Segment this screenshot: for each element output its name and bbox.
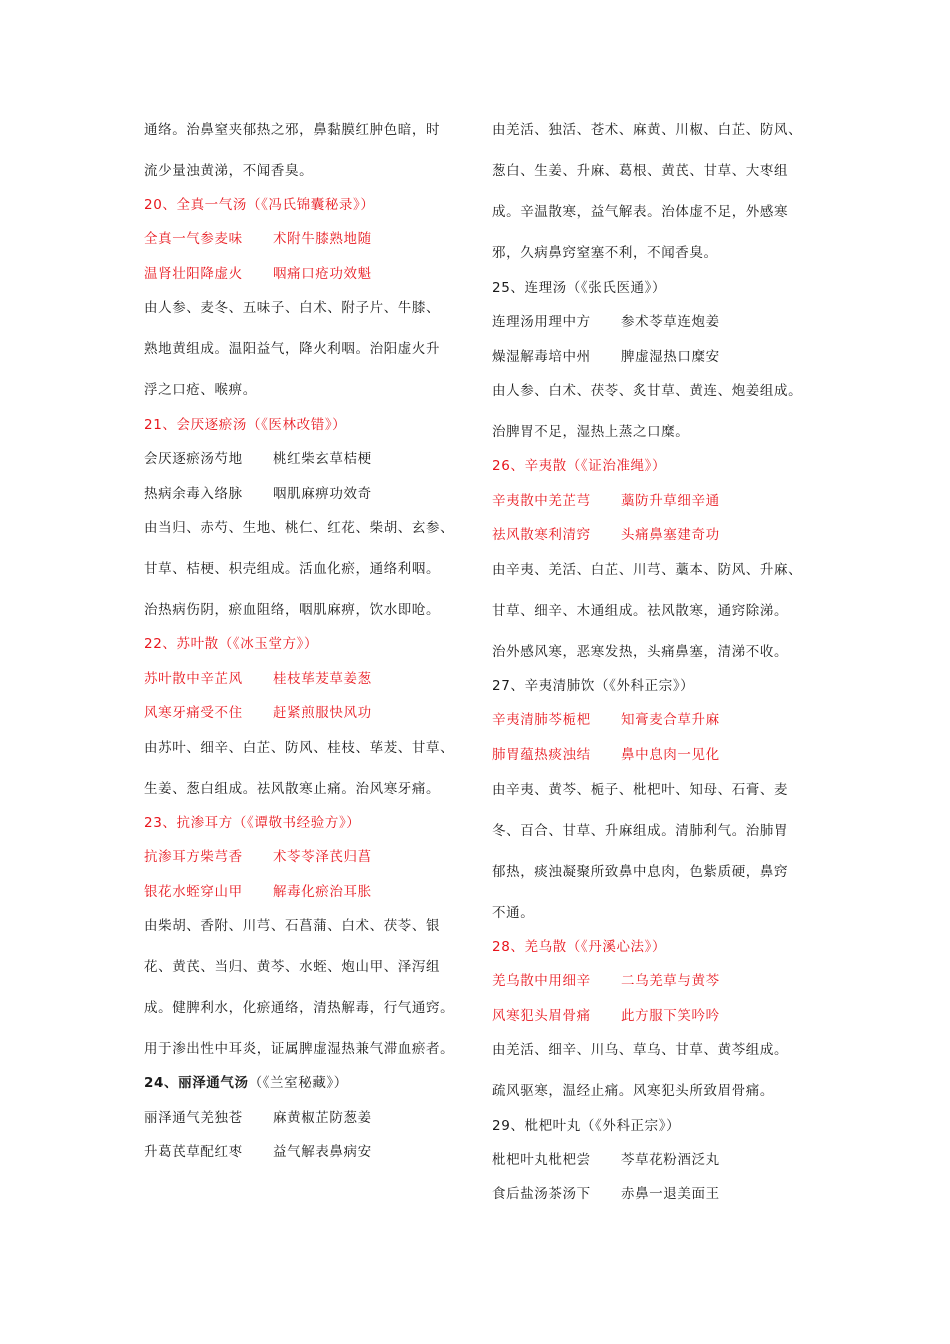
verse-line xyxy=(144,484,372,504)
formula-source: （《丹溪心法》） xyxy=(566,939,667,955)
text-line: 成。辛温散寒，益气解表。治体虚不足，外感寒 xyxy=(492,204,789,220)
text-line: 熟地黄组成。温阳益气，降火利咽。治阳虚火升 xyxy=(144,341,441,357)
verse-second-half: 解毒化瘀治耳胀 xyxy=(273,884,372,900)
verse-second-half: 桃红柴玄草桔梗 xyxy=(273,451,372,467)
formula-source: （《兰室秘藏》） xyxy=(248,1075,348,1091)
formula-number: 25、 xyxy=(492,280,525,296)
formula-heading xyxy=(144,813,360,833)
verse-first-half: 风寒犯头眉骨痛 xyxy=(492,1008,591,1024)
verse-first-half: 肺胃蕴热痰浊结 xyxy=(492,747,591,763)
verse-line xyxy=(144,669,372,689)
verse-line xyxy=(144,703,372,723)
verse-line xyxy=(492,971,720,991)
verse-second-half: 鼻中息肉一见化 xyxy=(621,747,720,763)
text-line: 葱白、生姜、升麻、葛根、黄芪、甘草、大枣组 xyxy=(492,163,789,179)
verse-line xyxy=(492,745,720,765)
verse-second-half: 咽肌麻痹功效奇 xyxy=(273,486,372,502)
verse-second-half: 麻黄椒芷防葱姜 xyxy=(273,1110,372,1126)
verse-first-half: 食后盐汤茶汤下 xyxy=(492,1186,591,1202)
formula-number: 24、 xyxy=(144,1075,179,1091)
formula-source: （《外科正宗》） xyxy=(594,678,695,694)
text-line: 成。健脾利水，化瘀通络，清热解毒，行气通窍。 xyxy=(144,1000,455,1016)
text-line: 由人参、白术、茯苓、炙甘草、黄连、炮姜组成。 xyxy=(492,383,803,399)
formula-name: 丽泽通气汤 xyxy=(178,1075,249,1091)
verse-first-half: 苏叶散中辛芷风 xyxy=(144,671,243,687)
verse-line xyxy=(492,312,720,332)
verse-second-half: 术附牛膝熟地随 xyxy=(273,231,372,247)
verse-second-half: 藁防升草细辛通 xyxy=(621,493,720,509)
formula-source: （《冰玉堂方》） xyxy=(218,636,319,652)
verse-second-half: 赶紧煎服快风功 xyxy=(273,705,372,721)
verse-second-half: 二乌羌草与黄芩 xyxy=(621,973,720,989)
text-line: 由辛夷、黄芩、栀子、枇杷叶、知母、石膏、麦 xyxy=(492,782,789,798)
verse-line xyxy=(492,1150,720,1170)
formula-heading xyxy=(492,676,694,696)
verse-first-half: 银花水蛭穿山甲 xyxy=(144,884,243,900)
formula-heading xyxy=(492,1116,680,1136)
verse-line xyxy=(492,710,720,730)
verse-first-half: 连理汤用理中方 xyxy=(492,314,591,330)
text-line: 冬、百合、甘草、升麻组成。清肺利气。治肺胃 xyxy=(492,823,789,839)
verse-second-half: 参术苓草连炮姜 xyxy=(621,314,720,330)
verse-first-half: 丽泽通气羌独苍 xyxy=(144,1110,243,1126)
formula-heading xyxy=(144,195,374,215)
formula-source: （《谭敬书经验方》） xyxy=(232,815,361,831)
text-line: 用于渗出性中耳炎，证属脾虚湿热兼气滞血瘀者。 xyxy=(144,1041,455,1057)
formula-name: 抗渗耳方 xyxy=(176,815,233,831)
verse-line xyxy=(144,1108,372,1128)
verse-second-half: 术苓苓泽芪归菖 xyxy=(273,849,372,865)
text-line: 治脾胃不足，湿热上蒸之口糜。 xyxy=(492,424,690,440)
text-line: 由苏叶、细辛、白芷、防风、桂枝、荜茇、甘草、 xyxy=(144,740,455,756)
text-line: 治热病伤阴，瘀血阻络，咽肌麻痹，饮水即呛。 xyxy=(144,602,441,618)
text-line: 浮之口疮、喉痹。 xyxy=(144,382,257,398)
verse-first-half: 风寒牙痛受不住 xyxy=(144,705,243,721)
verse-first-half: 枇杷叶丸枇杷尝 xyxy=(492,1152,591,1168)
formula-name: 连理汤 xyxy=(524,280,567,296)
text-line: 由当归、赤芍、生地、桃仁、红花、柴胡、玄参、 xyxy=(144,520,455,536)
verse-second-half: 此方服下笑吟吟 xyxy=(621,1008,720,1024)
formula-heading xyxy=(144,1073,348,1093)
verse-second-half: 知膏麦合草升麻 xyxy=(621,712,720,728)
formula-number: 20、 xyxy=(144,197,177,213)
verse-line xyxy=(492,491,720,511)
formula-number: 27、 xyxy=(492,678,525,694)
text-line: 由羌活、细辛、川乌、草乌、甘草、黄芩组成。 xyxy=(492,1042,789,1058)
verse-line xyxy=(492,1006,720,1026)
text-line: 疏风驱寒，温经止痛。风寒犯头所致眉骨痛。 xyxy=(492,1083,774,1099)
text-line: 甘草、桔梗、枳壳组成。活血化瘀，通络利咽。 xyxy=(144,561,441,577)
text-line: 不通。 xyxy=(492,905,535,921)
formula-number: 29、 xyxy=(492,1118,525,1134)
text-line: 郁热，痰浊凝聚所致鼻中息肉，色紫质硬，鼻窍 xyxy=(492,864,789,880)
formula-number: 21、 xyxy=(144,417,177,433)
verse-first-half: 热病余毒入络脉 xyxy=(144,486,243,502)
verse-first-half: 羌乌散中用细辛 xyxy=(492,973,591,989)
verse-first-half: 温肾壮阳降虚火 xyxy=(144,266,243,282)
verse-line xyxy=(144,882,372,902)
verse-second-half: 赤鼻一退美面王 xyxy=(621,1186,720,1202)
verse-second-half: 芩草花粉酒泛丸 xyxy=(621,1152,720,1168)
verse-first-half: 会厌逐瘀汤芍地 xyxy=(144,451,243,467)
text-line: 流少量浊黄涕，不闻香臭。 xyxy=(144,163,314,179)
formula-name: 会厌逐瘀汤 xyxy=(176,417,247,433)
verse-second-half: 咽痛口疮功效魁 xyxy=(273,266,372,282)
verse-first-half: 升葛芪草配红枣 xyxy=(144,1144,243,1160)
verse-first-half: 抗渗耳方柴芎香 xyxy=(144,849,243,865)
formula-heading xyxy=(144,415,346,435)
formula-number: 28、 xyxy=(492,939,525,955)
verse-line xyxy=(492,525,720,545)
formula-source: （《冯氏锦囊秘录》） xyxy=(246,197,375,213)
text-line: 邪，久病鼻窍窒塞不利，不闻香臭。 xyxy=(492,245,718,261)
text-line: 甘草、细辛、木通组成。祛风散寒，通窍除涕。 xyxy=(492,603,789,619)
verse-first-half: 燥湿解毒培中州 xyxy=(492,349,591,365)
formula-name: 苏叶散 xyxy=(176,636,219,652)
formula-number: 22、 xyxy=(144,636,177,652)
formula-number: 26、 xyxy=(492,458,525,474)
verse-second-half: 益气解表鼻病安 xyxy=(273,1144,372,1160)
formula-name: 枇杷叶丸 xyxy=(524,1118,581,1134)
verse-line xyxy=(144,264,372,284)
formula-source: （《证治准绳》） xyxy=(566,458,667,474)
verse-second-half: 头痛鼻塞建奇功 xyxy=(621,527,720,543)
text-line: 由羌活、独活、苍术、麻黄、川椒、白芷、防风、 xyxy=(492,122,803,138)
verse-second-half: 脾虚湿热口糜安 xyxy=(621,349,720,365)
verse-first-half: 辛夷清肺芩栀杷 xyxy=(492,712,591,728)
verse-first-half: 全真一气参麦味 xyxy=(144,231,243,247)
verse-line xyxy=(144,449,372,469)
formula-name: 辛夷清肺饮 xyxy=(524,678,595,694)
formula-name: 羌乌散 xyxy=(524,939,567,955)
verse-line xyxy=(144,229,372,249)
formula-source: （《外科正宗》） xyxy=(580,1118,681,1134)
formula-heading xyxy=(492,278,666,298)
text-line: 由柴胡、香附、川芎、石菖蒲、白术、茯苓、银 xyxy=(144,918,441,934)
formula-heading xyxy=(492,456,666,476)
text-line: 花、黄芪、当归、黄芩、水蛭、炮山甲、泽泻组 xyxy=(144,959,441,975)
formula-name: 全真一气汤 xyxy=(176,197,247,213)
text-line: 生姜、葱白组成。祛风散寒止痛。治风寒牙痛。 xyxy=(144,781,441,797)
formula-source: （《张氏医通》） xyxy=(566,280,667,296)
verse-first-half: 辛夷散中羌芷芎 xyxy=(492,493,591,509)
formula-source: （《医林改错》） xyxy=(246,417,347,433)
verse-line xyxy=(144,847,372,867)
verse-first-half: 祛风散寒利清窍 xyxy=(492,527,591,543)
text-line: 由人参、麦冬、五味子、白术、附子片、牛膝、 xyxy=(144,300,441,316)
formula-number: 23、 xyxy=(144,815,177,831)
verse-second-half: 桂枝荜茇草姜葱 xyxy=(273,671,372,687)
formula-heading xyxy=(492,937,666,957)
verse-line xyxy=(492,1184,720,1204)
text-line: 治外感风寒，恶寒发热，头痛鼻塞，清涕不收。 xyxy=(492,644,789,660)
verse-line xyxy=(492,347,720,367)
text-line: 通络。治鼻窒夹郁热之邪，鼻黏膜红肿色暗，时 xyxy=(144,122,441,138)
verse-line xyxy=(144,1142,372,1162)
formula-heading xyxy=(144,634,318,654)
formula-name: 辛夷散 xyxy=(524,458,567,474)
text-line: 由辛夷、羌活、白芷、川芎、藁本、防风、升麻、 xyxy=(492,562,803,578)
